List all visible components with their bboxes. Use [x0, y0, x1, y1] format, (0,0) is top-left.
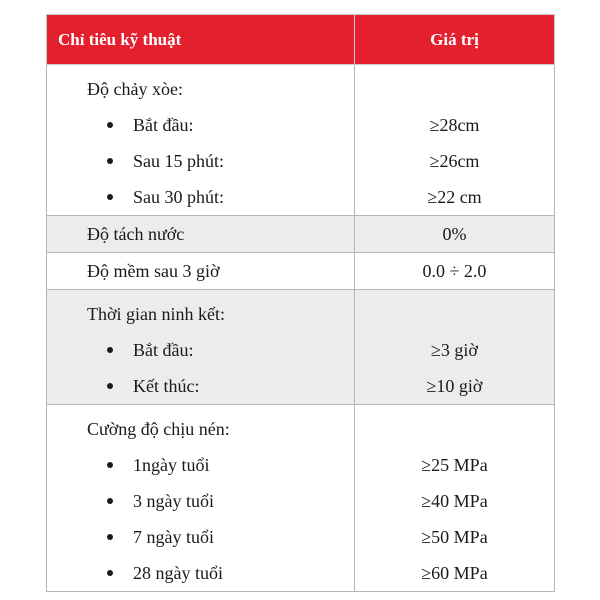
row-value: 0% [442, 224, 467, 244]
row-label: Độ tách nước [87, 224, 185, 244]
bullet-icon [107, 534, 113, 540]
bullet-icon [107, 383, 113, 389]
bullet-icon [107, 462, 113, 468]
bullet-icon [107, 347, 113, 353]
table-row-water-separation [47, 216, 555, 253]
list-item [87, 555, 354, 591]
item-value: ≥40 MPa [421, 491, 488, 511]
table-row-compressive-strength [47, 405, 555, 592]
table-header-row [47, 15, 555, 65]
item-label: 28 ngày tuổi [133, 563, 223, 583]
spec-table [46, 14, 555, 592]
item-label: Bắt đầu: [133, 115, 194, 135]
bullet-icon [107, 158, 113, 164]
item-value: ≥28cm [429, 115, 480, 135]
item-value: ≥25 MPa [421, 455, 488, 475]
row-value: 0.0 ÷ 2.0 [422, 261, 487, 281]
bullet-icon [107, 122, 113, 128]
item-label: Bắt đầu: [133, 340, 194, 360]
list-item [87, 332, 354, 368]
item-value: ≥50 MPa [421, 527, 488, 547]
item-value: ≥60 MPa [421, 563, 488, 583]
bullet-icon [107, 498, 113, 504]
item-label: Sau 30 phút: [133, 187, 225, 207]
row-label: Cường độ chịu nén: [87, 419, 230, 439]
list-item [87, 143, 354, 179]
header-value: Giá trị [355, 15, 555, 65]
item-value: ≥3 giờ [431, 340, 478, 360]
list-item [87, 519, 354, 555]
item-label: 3 ngày tuổi [133, 491, 214, 511]
row-label: Độ mềm sau 3 giờ [87, 261, 220, 281]
list-item [87, 179, 354, 215]
row-label: Độ chảy xòe: [87, 79, 183, 99]
table-row-setting-time [47, 290, 555, 405]
item-value: ≥26cm [429, 151, 480, 171]
table-row-flow-spread [47, 65, 555, 216]
header-spec: Chỉ tiêu kỹ thuật [47, 15, 355, 65]
row-label: Thời gian ninh kết: [87, 304, 225, 324]
item-label: 7 ngày tuổi [133, 527, 214, 547]
item-label: Sau 15 phút: [133, 151, 225, 171]
bullet-icon [107, 194, 113, 200]
list-item [87, 368, 354, 404]
list-item [87, 107, 354, 143]
list-item [87, 447, 354, 483]
bullet-icon [107, 570, 113, 576]
item-value: ≥10 giờ [426, 376, 483, 396]
item-value: ≥22 cm [427, 187, 482, 207]
item-label: Kết thúc: [133, 376, 200, 396]
item-label: 1ngày tuổi [133, 455, 210, 475]
list-item [87, 483, 354, 519]
table-row-softness [47, 253, 555, 290]
